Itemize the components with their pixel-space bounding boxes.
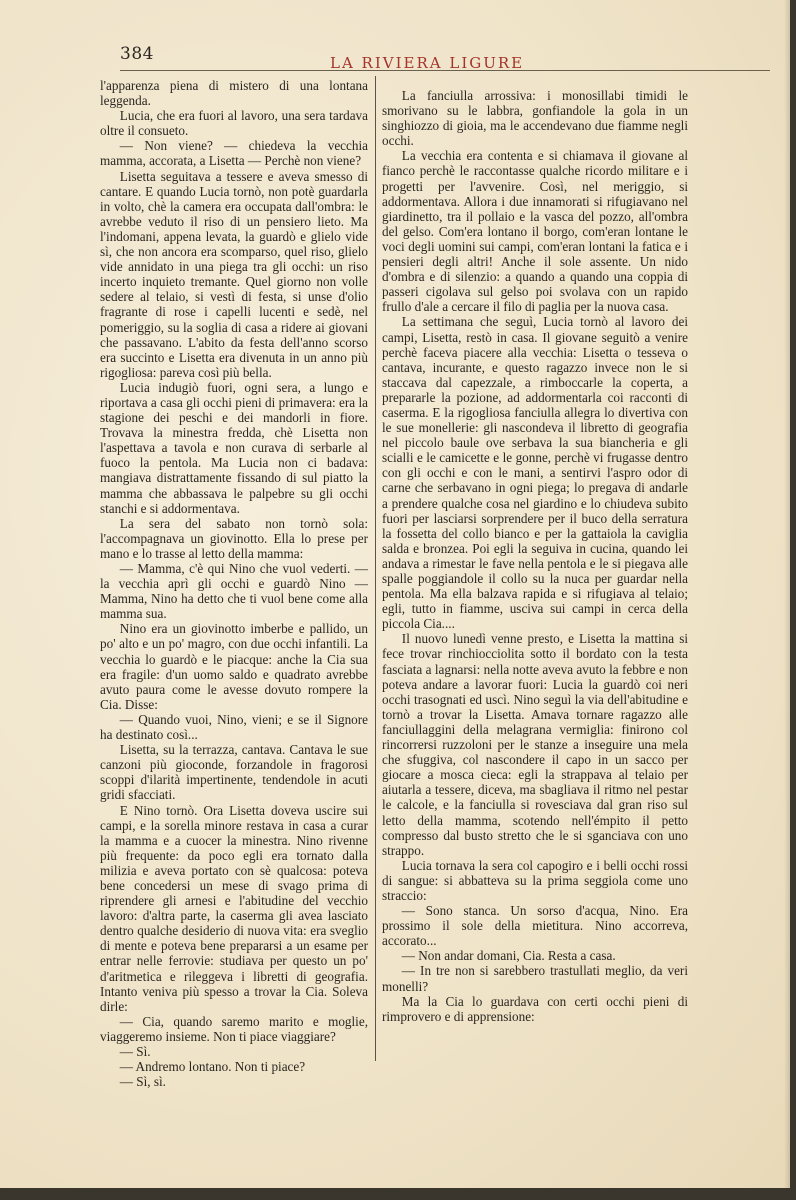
paragraph: La settimana che seguì, Lucia tornò al lavoro dei campi, Lisetta, restò in casa. Il giovane seguitò a venire perchè faceva piacere alla vecchia: Lisetta o tesseva o cantava, incurante, e questo ragazzo invece non le si staccava dal capezzale, a rimboccarle la coperta, a prepararle la pozione, ad addormentarla coi racconti di caserma. E la rigogliosa fanciulla allegra lo divertiva con le sue monellerie: gli nascondeva il libretto di geografia nel piccolo baule ove serbava la sua biancheria e gli scialli e le camicette e le gonne, perchè vi frugasse dentro con gli occhi e con le mani, a sentirvi l'aspro odor di carne che serbavano in ogni piega; lo pregava di andarle a prendere qualche cosa nel giardino e lo chiudeva subito fuori per lasciarsi sorprendere per il buco della serratura la fossetta del collo bianco e per la gattaiola la caviglia salda e bronzea. Poi egli la seguiva in cucina, quando lei andava a rimestar le fave nella pentola e le si piegava alle spalle poggiandole il collo su la nuca per guardar nella pentola. Ma ella balzava rapida e si rifugiava al telaio; egli, tutto in fiamme, usciva sui campi in cerca della piccola Cia.... — [382, 314, 688, 632]
paragraph: — In tre non si sarebbero trastullati meglio, da veri monelli? — [382, 963, 688, 994]
paragraph: — Non viene? — chiedeva la vecchia mamma, accorata, a Lisetta — Perchè non viene? — [100, 138, 368, 169]
column-divider — [375, 76, 376, 1061]
paragraph: Lisetta, su la terrazza, cantava. Cantava le sue canzoni più gioconde, forzandole in fragorosi scoppi d'ilarità impertinente, tendendole in acuti gridi sfacciati. — [100, 742, 368, 803]
page-edge-shadow — [784, 0, 790, 1188]
paragraph: Lucia, che era fuori al lavoro, una sera tardava oltre il consueto. — [100, 108, 368, 139]
paragraph: Lucia tornava la sera col capogiro e i belli occhi rossi di sangue: si abbatteva su la prima seggiola come uno straccio: — [382, 857, 688, 903]
paragraph: Ma la Cia lo guardava con certi occhi pieni di rimprovero e di apprensione: — [382, 993, 688, 1024]
right-column — [382, 88, 688, 1024]
paragraph: — Sì. — [119, 1044, 151, 1059]
paragraph: La vecchia era contenta e si chiamava il giovane al fianco perchè le raccontasse qualche ricordo militare e i progetti per l'avvenire. Così, nel meriggio, si addormentava. Allora i due innamorati si rifugiavano nel giardinetto, tra il pollaio e la vasca del pozzo, all'ombra del gelso. Com'era lontano il borgo, com'eran lontane le voci degli uomini sui campi, com'eran lontani la fatica e i pensieri degli altri! Anche il sole assente. Un nido d'ombra e di silenzio: a quando a quando una coppia di passeri cigolava sul gelso poi svolava con un rapido frullo d'ale a cercare il filo di paglia per la nuova casa. — [382, 148, 688, 315]
paragraph: — Quando vuoi, Nino, vieni; e se il Signore ha destinato così... — [100, 711, 368, 743]
page-header — [120, 44, 770, 72]
paragraph: — Sono stanca. Un sorso d'acqua, Nino. Era prossimo il sole della mietitura. Nino accorreva, accorato... — [382, 903, 688, 949]
paragraph: l'apparenza piena di mistero di una lontana leggenda. — [100, 78, 368, 109]
header-rule — [120, 70, 770, 71]
left-column — [100, 78, 368, 1089]
paragraph: Il nuovo lunedì venne presto, e Lisetta la mattina si fece trovar rinchiocciolita sotto il bordato con la testa fasciata a lagnarsi: nella notte aveva avuto la febbre e non poteva andare a lavorar fuori: Lucia la guardò coi neri occhi trasognati ed uscì. Nino seguì la via dell'abitudine e tornò a trovar la Lisetta. Amava tornare ragazzo alle fanciullaggini della melagrana vermiglia: finirono col rincorrersi ruzzoloni per le stanze a inseguire una mela che sfuggiva, col nascondere il capo in un sacco per giocare a mosca cieca: egli la strappava al telaio per aiutarla a tessere, diceva, ma sbagliava il ritmo nel pestar le calcole, e la fanciulla si rovesciava dal gran riso sul letto della mamma, scotendo nell'émpito il petto compresso dal busto stretto che le si sganciava con uno strappo. — [382, 631, 688, 858]
paragraph: E Nino tornò. Ora Lisetta doveva uscire sui campi, e la sorella minore restava in casa a curar la mamma e a cuocer la minestra. Nino rivenne più frequente: da poco egli era tornato dalla milizia e aveva portato con sè qualcosa: poteva bene concedersi un mese di svago prima di riprendere gli arnesi e l'abitudine del vecchio lavoro: d'altra parte, la caserma gli avea lasciato dentro qualche desiderio di nuova vita: era sveglio di mente e poteva bene prepararsi a un esame per entrar nelle ferrovie: studiava per questo un po' d'aritmetica e rileggeva i libretti di geografia. Intanto veniva più spesso a trovar la Cia. Soleva dirle: — [100, 802, 368, 1014]
running-title: LA RIVIERA LIGURE — [330, 54, 525, 72]
paragraph: La sera del sabato non tornò sola: l'accompagnava un giovinotto. Ella lo prese per mano e lo trasse al letto della mamma: — [100, 515, 368, 561]
paragraph: Lisetta seguitava a tessere e aveva smesso di cantare. E quando Lucia tornò, non potè guardarla in volto, chè la camera era occupata dall'ombra: le avrebbe veduto il riso di un pensiero lieto. Ma l'indomani, appena levata, la guardò e glielo vide sì, che non ancora era scomparso, quel riso, glielo vide annidato in una piega tra gli occhi: un riso incerto inquieto tremante. Quel giorno non volle sedere al telaio, si vestì di festa, si unse d'olio fragrante di rose i capelli lucenti e sedè, nel pomeriggio, su la soglia di casa a ridere ai giovani che passavano. L'abito da festa dell'anno scorso era succinto e Lisetta era divenuta in un anno più rigogliosa: pareva così più bella. — [100, 168, 368, 380]
page-number: 384 — [120, 44, 154, 64]
paragraph: — Sì, sì. — [119, 1074, 166, 1090]
paragraph: — Andremo lontano. Non ti piace? — [119, 1059, 306, 1075]
paragraph: Nino era un giovinotto imberbe e pallido, un po' alto e un po' magro, con due occhi infantili. La vecchia lo guardò e le piacque: anche la Cia sua era fragile: d'un uomo saldo e quadrato avrebbe avuto paura come le avesse dovuto rompere la Cia. Disse: — [100, 621, 368, 712]
paragraph: — Non andar domani, Cia. Resta a casa. — [401, 948, 616, 964]
paragraph: La fanciulla arrossiva: i monosillabi timidi le smorivano su le labbra, gonfiandole la gola in un singhiozzo di gioia, ma le accendevano due fiamme negli occhi. — [382, 88, 688, 149]
paragraph: — Cia, quando saremo marito e moglie, viaggeremo insieme. Non ti piace viaggiare? — [100, 1013, 368, 1044]
paragraph: — Mamma, c'è qui Nino che vuol vederti. — la vecchia aprì gli occhi e guardò Nino — Mamma, Nino ha detto che ti vuol bene come alla mamma sua. — [100, 561, 368, 622]
paragraph: Lucia indugiò fuori, ogni sera, a lungo e riportava a casa gli occhi pieni di primavera: era la stagione dei peschi e dei mandorli in fiore. Trovava la minestra fredda, chè Lisetta non l'aspettava a tavola e non curava di serbarle al fuoco la pentola. Ma Lucia non ci badava: mangiava distrattamente fissando di sul piatto la mamma che abbassava le palpebre su gli occhi stanchi e si addormentava. — [100, 379, 368, 516]
